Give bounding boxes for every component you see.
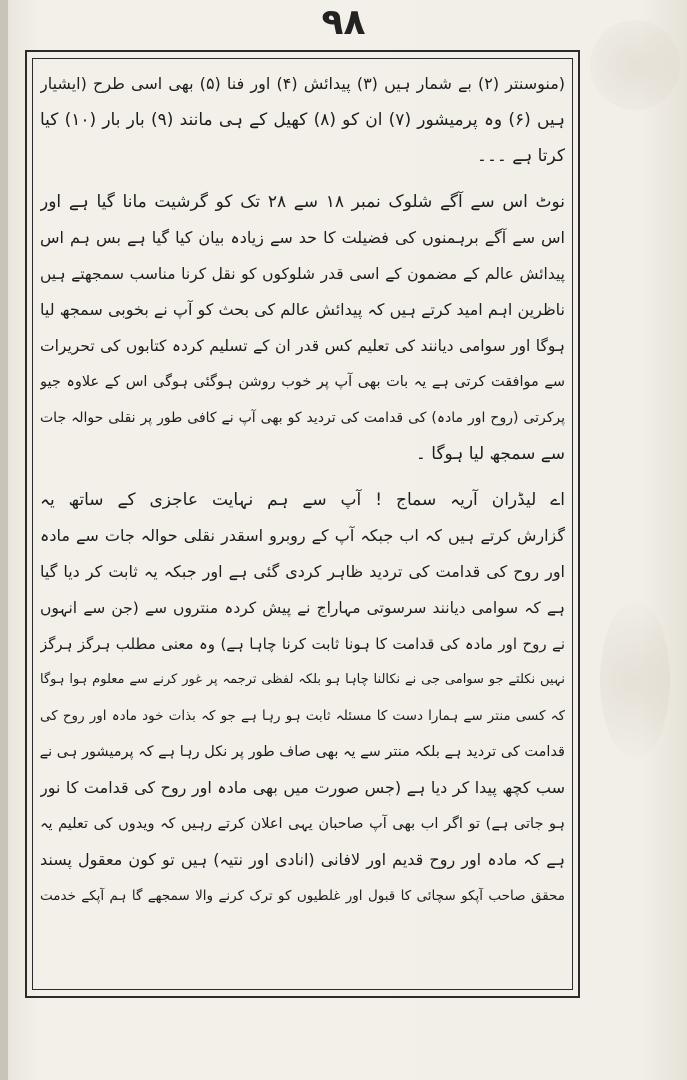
paragraph-address	[40, 482, 565, 914]
text-line: (منوسنتر (۲) بے شمار ہیں (۳) پیدائش (۴) اور فنا (۵) بھی اسی طرح (ایشیار	[40, 74, 565, 93]
text-line: پیدائش عالم کے مضمون کے اسی قدر شلوکوں کو نقل کرنا مناسب سمجھتے ہیں	[40, 265, 565, 283]
body-text	[40, 66, 565, 984]
text-line: ہے کہ سوامی دیانند سرسوتی مہاراج نے پیش کردہ منتروں سے (جن سے انہوں	[40, 599, 565, 617]
text-line: اس سے آگے برہمنوں کی فضیلت کا حد سے زیادہ بیان کیا گیا ہے بس ہم اس	[40, 228, 565, 247]
text-line: ہوگا اور سوامی دیانند کی تعلیم کس قدر ان کے تسلیم کردہ کتابوں کی تحریرات	[40, 337, 565, 355]
page-number: ۹۸	[321, 2, 366, 43]
text-line: ہیں (۶) وہ پرمیشور (۷) ان کو (۸) کھیل کے ہی مانند (۹) بار بار (۱۰) کیا	[40, 110, 565, 130]
paragraph-note	[40, 184, 565, 472]
paragraph-gap	[40, 174, 565, 184]
text-line: نے روح اور مادہ کی قدامت کا ہونا ثابت کرنا چاہا ہے) وہ معنی مطلب ہرگز ہرگز	[40, 635, 565, 653]
paper-stain	[600, 600, 670, 760]
text-line: نوٹ اس سے آگے شلوک نمبر ۱۸ سے ۲۸ تک کو گرشیت مانا گیا ہے اور	[40, 192, 565, 212]
text-line: سب کچھ پیدا کر دیا ہے (جس صورت میں بھی مادہ اور روح کی قدامت کا نور	[40, 778, 565, 797]
text-line: اے لیڈران آریہ سماج ! آپ سے ہم نہایت عاجزی کے ساتھ یہ	[40, 490, 565, 510]
text-line: سے سمجھ لیا ہوگا ۔	[415, 444, 565, 464]
text-line: پرکرتی (روح اور مادہ) کی قدامت کی تردید کو بھی آپ نے کافی طور پر نقلی حوالہ جات	[40, 410, 565, 426]
text-line: کہ کسی منتر سے ہمارا دست کا مسئلہ ثابت ہو رہا ہے جو کہ بذات خود مادہ اور روح کی	[40, 708, 565, 724]
text-line: ناظرین اہم امید کرتے ہیں کہ پیدائش عالم کی بحث کو آپ نے بخوبی سمجھ لیا	[40, 300, 565, 319]
text-line: ہو جاتی ہے) تو اگر اب بھی آپ صاحبان یہی اعلان کرتے رہیں کہ ویدوں کی تعلیم یہ	[40, 816, 565, 832]
text-line: محقق صاحب آپکو سچائی کا قبول اور غلطیوں کو ترک کرنے والا سمجھے گا ہم آپکے خدمت	[40, 888, 565, 904]
text-line: نہیں نکلتے جو سوامی جی نے نکالنا چاہا ہو بلکہ لفظی ترجمہ پر غور کرنے سے معلوم ہوا ہوگا	[40, 672, 565, 687]
text-line: گزارش کرتے ہیں کہ اب جبکہ آپ کے روبرو اسقدر نقلی حوالہ جات سے مادہ	[40, 526, 565, 545]
paragraph-gap	[40, 472, 565, 482]
book-gutter	[0, 0, 8, 1080]
text-line: کرتا ہے ۔۔۔	[477, 146, 565, 166]
text-line: ہے کہ مادہ اور روح قدیم اور لافانی (انادی اور نتیہ) ہیں تو کون معقول پسند	[40, 850, 565, 869]
text-line: اور روح کی قدامت کی تردید ظاہر کردی گئی ہے اور جبکہ یہ ثابت کر دیا گیا	[40, 562, 565, 581]
paragraph-mantra-translation	[40, 66, 565, 174]
text-line: قدامت کی تردید ہے بلکہ منتر سے یہ بھی صاف طور پر نکل رہا ہے کہ پرمیشور ہی نے	[40, 744, 565, 760]
text-line: سے موافقت کرتی ہے یہ بات بھی آپ پر خوب روشن ہوگئی ہوگی اس کے علاوہ جیو	[40, 374, 565, 390]
